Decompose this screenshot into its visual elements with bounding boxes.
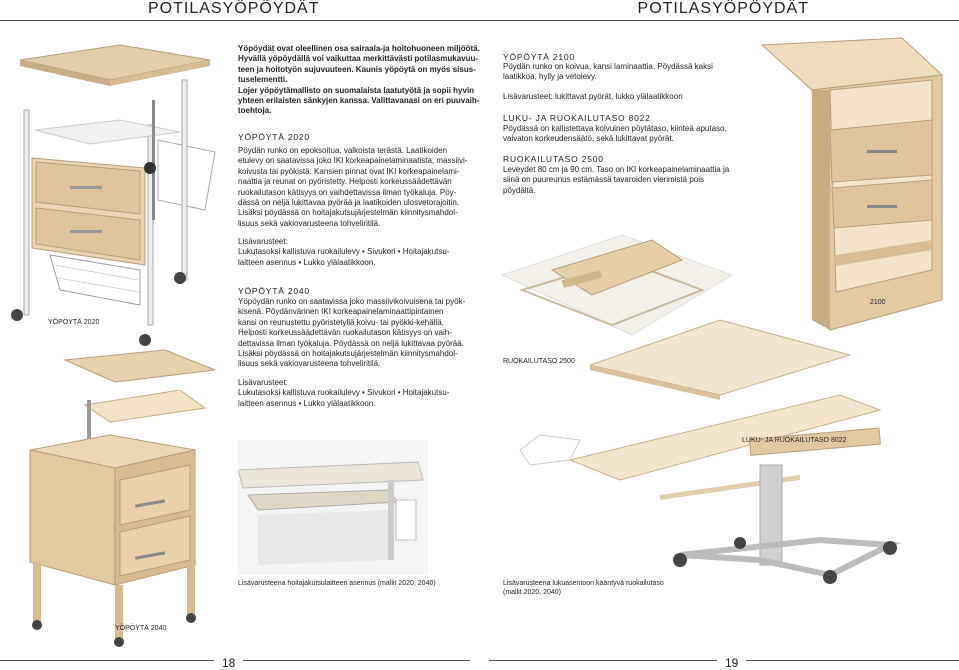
text-2500: Leveydet 80 cm ja 90 cm. Taso on IKI korkeapainelaminaattia ja siinä on puureunus estämässä tavaroiden vierimistä pois pöydältä. — [503, 165, 730, 195]
label-2100: 2100 — [870, 299, 886, 306]
text-2100: Pöydän runko on koivua, kansi laminaattia. Pöydässä kaksi laatikkoa, hylly ja vetolevy. — [503, 62, 713, 82]
caption-nurse-call: Lisävarusteena hoitajakutsulaitteen asennus (mallit 2020, 2040) — [238, 580, 436, 587]
accessories-2040: Lisävarusteet: Lukutasoksi kallistuva ruokailulevy • Sivukori • Hoitajakutsu- laitteen asennus • Lukko ylälaatikkoon. — [238, 378, 450, 408]
nurse-call-photo — [238, 440, 428, 575]
header-title-left: POTILASYÖPÖYDÄT — [148, 0, 320, 17]
heading-2500: RUOKAILUTASO 2500 — [503, 154, 604, 164]
text-8022: Pöydässä on kallistettava koivuinen pöytätaso, kiinteä aputaso, vaivaton korkeudensäätö, sekä lukittavat pyörät. — [503, 124, 727, 144]
label-2040: YÖPÖYTÄ 2040 — [115, 625, 167, 632]
nightstand-2020-image — [0, 40, 230, 350]
page-header — [0, 0, 959, 21]
nightstand-2040-image — [15, 340, 235, 650]
text-2040: Yöpöydän runko on saatavissa joko massiivikoivuisena tai pyök- kisenä. Pöydänvärinen IKI korkeapainelaminaattipintainen kansi on reunustettu pyöristetyllä koivu- tai pyökki-kehällä. Helposti korkeussäädettävän ruokailutason kätisyys on vaih- dettavissa ilman työkaluja. Pöydässä on neljä lukittavaa pyörää. Lisäksi pöydässä on hoitajakutsujärjestelmän kiinnitysmahdol- lisuus sekä vakiovarusteena tohveliritilä. — [238, 297, 466, 369]
table-8022-image — [500, 365, 940, 590]
accessories-2100: Lisävarusteet: lukittavat pyörät, lukko ylälaatikkoon — [503, 92, 683, 101]
label-8022: LUKU- JA RUOKAILUTASO 8022 — [742, 437, 847, 444]
text-2020: Pöydän runko on epoksoitua, valkoista terästä. Laatikoiden etulevy on saatavissa joko IKI korkeapainelaminaatista, massiivi- koivusta tai pyökistä. Kansien pinnat ovat IKI korkeapainelami- naattia ja reunat on pyöristetty. Helposti korkeussäädettävän ruokailutason kätisyys on vaihdettavissa ilman työkaluja. Pöy- dässä on neljä lukittavaa pyörää ja laatikoiden ulosvetorajoitin. Lisäksi pöydässä on hoitajakutsujärjestelmän kiinnitysmahdol- lisuus sekä vakiovarusteena tohveliritilä. — [238, 146, 468, 228]
heading-2100: YÖPÖYTÄ 2100 — [503, 52, 575, 62]
page-number-left: 18 — [214, 656, 243, 670]
heading-2020: YÖPÖYTÄ 2020 — [238, 132, 310, 142]
heading-8022: LUKU- JA RUOKAILUTASO 8022 — [503, 113, 651, 123]
intro-text: Yöpöydät ovat oleellinen osa sairaala-ja hoitohuoneen miljöötä. Hyvällä yöpöydällä voi vaikuttaa merkittävästi potilasmukavuu- teen ja hoitotyön sujuvuuteen. Kaunis yöpöytä on myös sisus- tuselementti. Lojer yöpöytämallisto on suomalaista laatutyötä ja sopii hyvin yhteen erilaisten sänkyjen kanssa. Valittavanasi on eri puuvaih- toehtoja. — [238, 44, 480, 116]
label-2500: RUOKAILUTASO 2500 — [503, 358, 575, 365]
accessories-2020: Lisävarusteet: Lukutasoksi kallistuva ruokailulevy • Sivukori • Hoitajakutsu- laitteen asennus • Lukko ylälaatikkoon. — [238, 237, 450, 267]
header-title-right: POTILASYÖPÖYDÄT — [637, 0, 809, 17]
caption-tilt-tray: Lisävarusteena lukuasentoon kääntyvä ruokailutaso (mallit 2020, 2040) — [503, 580, 664, 596]
heading-2040: YÖPÖYTÄ 2040 — [238, 286, 310, 296]
page-number-right: 19 — [717, 656, 746, 670]
label-2020: YÖPÖYTÄ 2020 — [48, 319, 100, 326]
